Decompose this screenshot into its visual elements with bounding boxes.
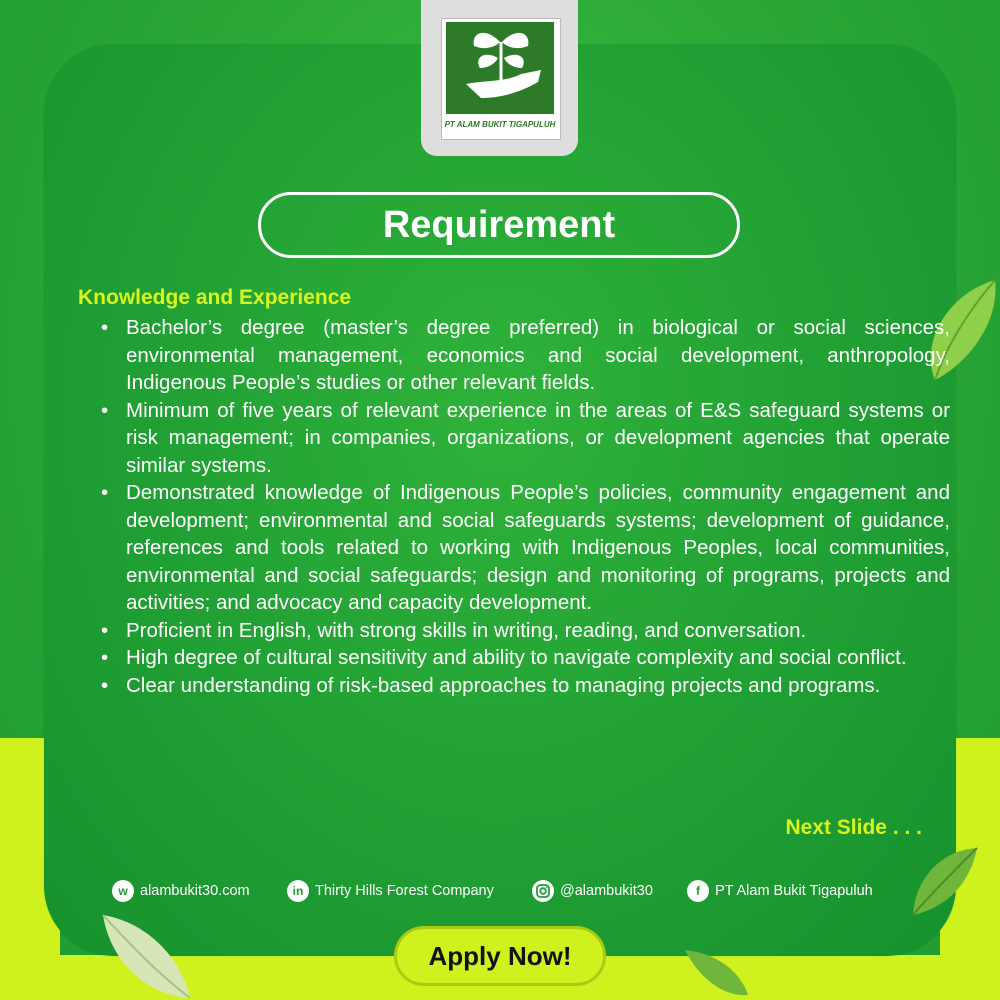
list-item: • Minimum of five years of relevant experience in the areas of E&S safeguard systems or risk management; in companies, organizations, or development agencies that operate similar systems. [126,397,950,480]
leaf-bottom-right-icon [905,840,980,920]
logo-caption: PT ALAM BUKIT TIGAPULUH [444,120,556,129]
linkedin-icon: in [287,880,309,902]
requirements-list [100,314,950,699]
list-item: • High degree of cultural sensitivity and ability to navigate complexity and social conflict. [126,644,950,672]
list-item: • Demonstrated knowledge of Indigenous People’s policies, community engagement and development; environmental and social safeguards systems; development of guidance, references and tools related to working with Indigenous Peoples, local communities, environmental and social safeguards; design and monitoring of programs, projects and activities; and advocacy and capacity development. [126,479,950,617]
website-text: alambukit30.com [140,883,250,899]
facebook-icon: f [687,880,709,902]
apply-now-button[interactable]: Apply Now! [394,926,606,986]
facebook-link[interactable] [687,880,873,902]
leaf-bottom-center-icon [680,945,750,1000]
next-slide-label: Next Slide . . . [785,816,922,839]
linkedin-link[interactable] [287,880,494,902]
contact-bar [112,880,912,904]
page-title: Requirement [258,192,740,258]
company-logo [446,22,554,114]
website-icon: w [112,880,134,902]
list-item: • Clear understanding of risk-based approaches to managing projects and programs. [126,672,950,700]
instagram-icon [532,880,554,902]
facebook-text: PT Alam Bukit Tigapuluh [715,883,873,899]
leaf-bottom-left-icon [95,910,195,1000]
website-link[interactable] [112,880,250,902]
linkedin-text: Thirty Hills Forest Company [315,883,494,899]
list-item: • Bachelor’s degree (master’s degree preferred) in biological or social sciences, environmental management, economics and social development, anthropology, Indigenous People’s studies or other relevant fields. [126,314,950,397]
instagram-text: @alambukit30 [560,883,653,899]
instagram-link[interactable] [532,880,653,902]
plant-hand-logo-icon [446,22,554,114]
section-heading: Knowledge and Experience [78,286,352,309]
list-item: • Proficient in English, with strong skills in writing, reading, and conversation. [126,617,950,645]
